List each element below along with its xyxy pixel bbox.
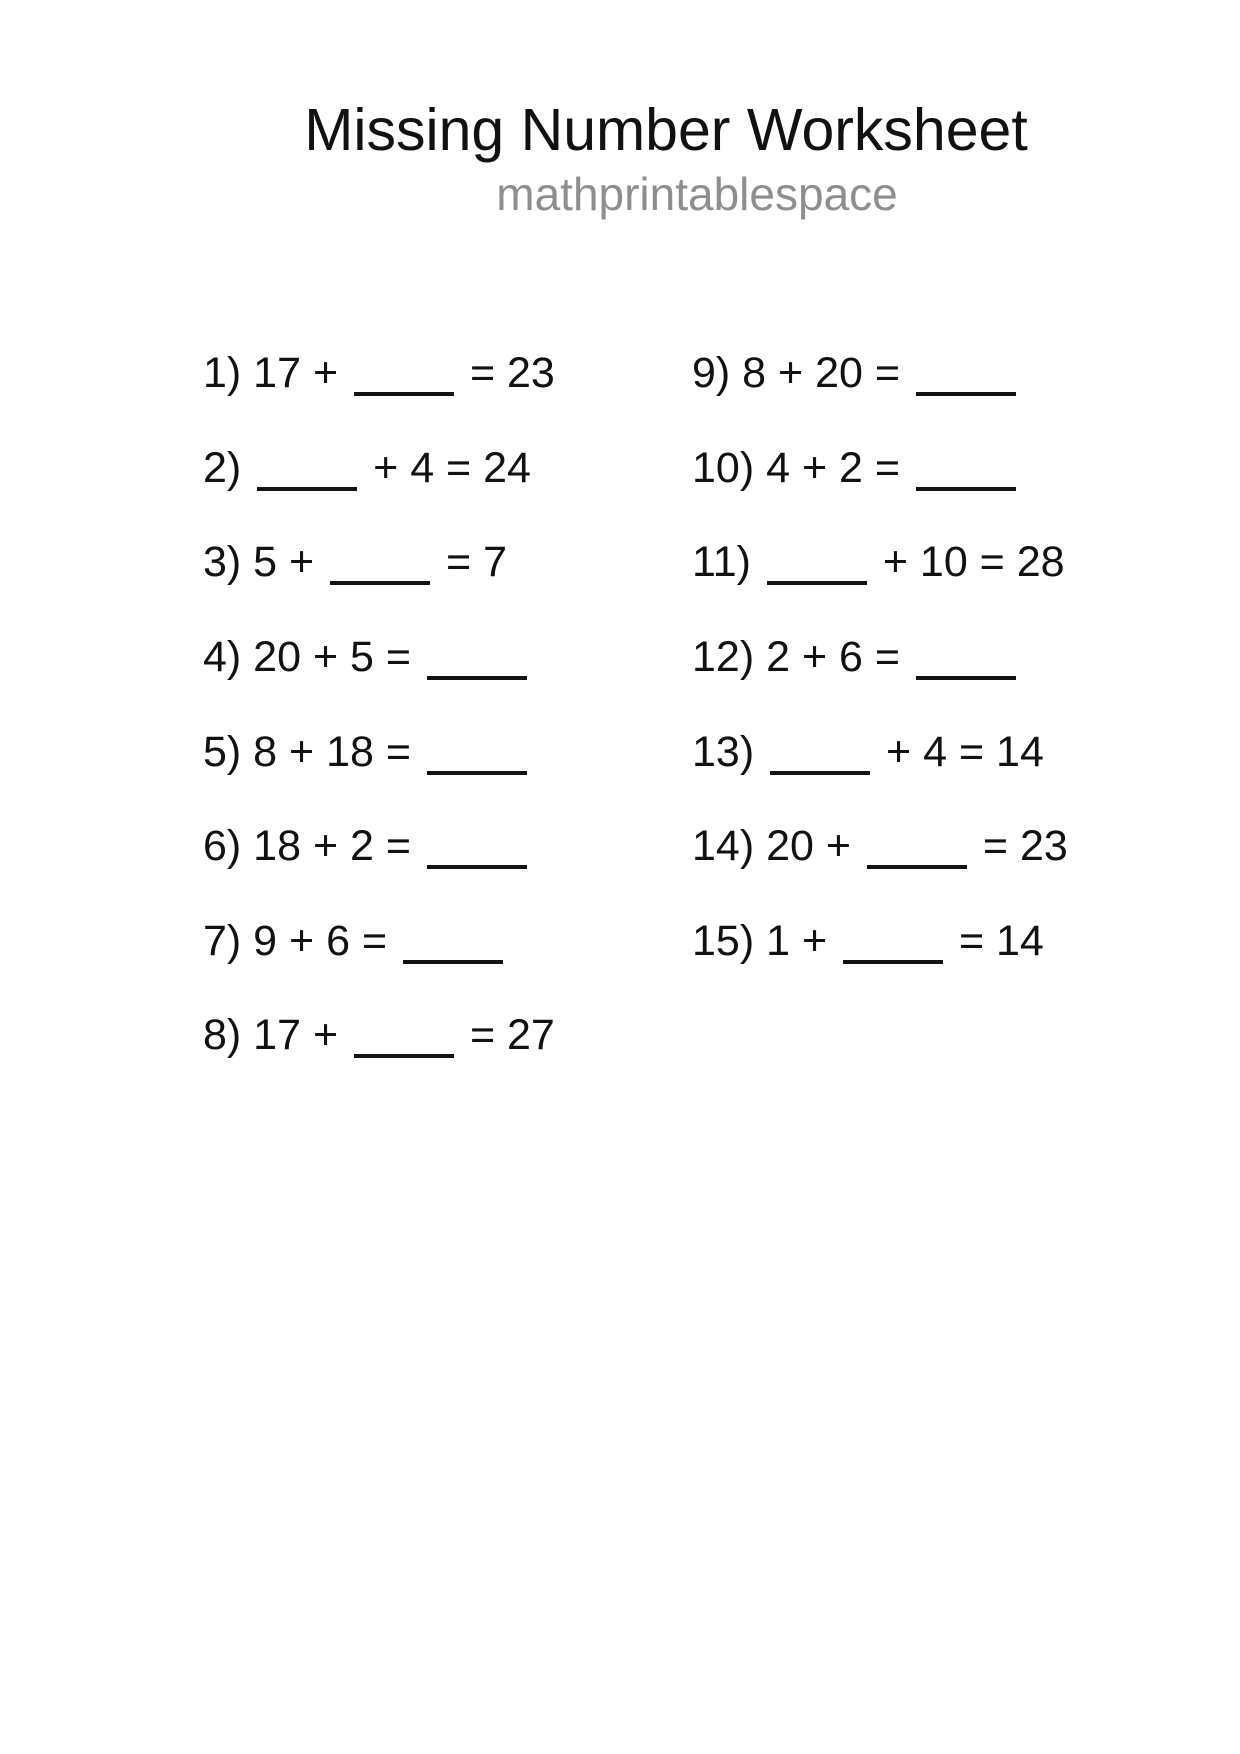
page-subtitle: mathprintablespace: [496, 168, 898, 220]
problem-equation: [692, 443, 1020, 492]
problem-equation: [203, 349, 555, 398]
answer-blank: [916, 354, 1016, 396]
problems-column-left: [203, 327, 555, 1084]
problem-row: [203, 989, 555, 1084]
problem-text: 7) 9 + 6 =: [203, 916, 400, 965]
problem-text: 14) 20 +: [692, 822, 863, 871]
problem-row: [692, 422, 1068, 517]
problem-equation: [692, 822, 1068, 871]
problem-text: 11): [692, 538, 763, 587]
problem-row: [203, 705, 555, 800]
answer-blank: [354, 1016, 454, 1058]
problem-row: [203, 611, 555, 706]
problem-equation: [203, 443, 531, 492]
problem-row: [203, 516, 555, 611]
problem-equation: [203, 916, 507, 965]
answer-blank: [427, 733, 527, 775]
problem-row: [692, 800, 1068, 895]
answer-blank: [354, 354, 454, 396]
problem-text: 6) 18 + 2 =: [203, 822, 423, 871]
problem-equation: [692, 727, 1044, 776]
answer-blank: [767, 543, 867, 585]
problem-text: 12) 2 + 6 =: [692, 633, 912, 682]
problems-column-right: [692, 327, 1068, 989]
answer-blank: [916, 638, 1016, 680]
problem-equation: [203, 538, 508, 587]
problem-equation: [692, 633, 1020, 682]
answer-blank: [916, 449, 1016, 491]
problem-text: 2): [203, 443, 254, 492]
problem-equation: [692, 538, 1065, 587]
answer-blank: [843, 922, 943, 964]
answer-blank: [427, 827, 527, 869]
problem-equation: [692, 916, 1044, 965]
problem-equation: [692, 349, 1020, 398]
problem-row: [692, 327, 1068, 422]
problem-text: = 27: [458, 1011, 555, 1060]
problem-text: = 7: [434, 538, 508, 587]
problem-text: = 23: [970, 822, 1068, 871]
problem-row: [203, 800, 555, 895]
problem-text: 5) 8 + 18 =: [203, 727, 423, 776]
problem-row: [692, 895, 1068, 990]
answer-blank: [403, 922, 503, 964]
problem-text: 1) 17 +: [203, 349, 351, 398]
problem-equation: [203, 1011, 555, 1060]
problem-row: [203, 422, 555, 517]
problem-row: [692, 611, 1068, 706]
problem-text: 3) 5 +: [203, 538, 327, 587]
problem-text: + 10 = 28: [870, 538, 1065, 587]
answer-blank: [867, 827, 967, 869]
answer-blank: [427, 638, 527, 680]
answer-blank: [330, 543, 430, 585]
answer-blank: [770, 733, 870, 775]
problem-row: [203, 895, 555, 990]
problem-text: + 4 = 14: [874, 727, 1044, 776]
problem-text: 10) 4 + 2 =: [692, 443, 912, 492]
problem-text: = 23: [458, 349, 555, 398]
problem-text: 15) 1 +: [692, 916, 840, 965]
problem-equation: [203, 727, 531, 776]
problem-text: 8) 17 +: [203, 1011, 351, 1060]
answer-blank: [257, 449, 357, 491]
page-title: Missing Number Worksheet: [304, 97, 1028, 163]
problem-row: [692, 705, 1068, 800]
problem-text: + 4 = 24: [361, 443, 531, 492]
problem-text: 13): [692, 727, 767, 776]
problem-row: [203, 327, 555, 422]
problem-text: = 14: [947, 916, 1044, 965]
problem-text: 4) 20 + 5 =: [203, 633, 423, 682]
problem-equation: [203, 633, 531, 682]
problem-equation: [203, 822, 531, 871]
problem-row: [692, 516, 1068, 611]
problem-text: 9) 8 + 20 =: [692, 349, 912, 398]
